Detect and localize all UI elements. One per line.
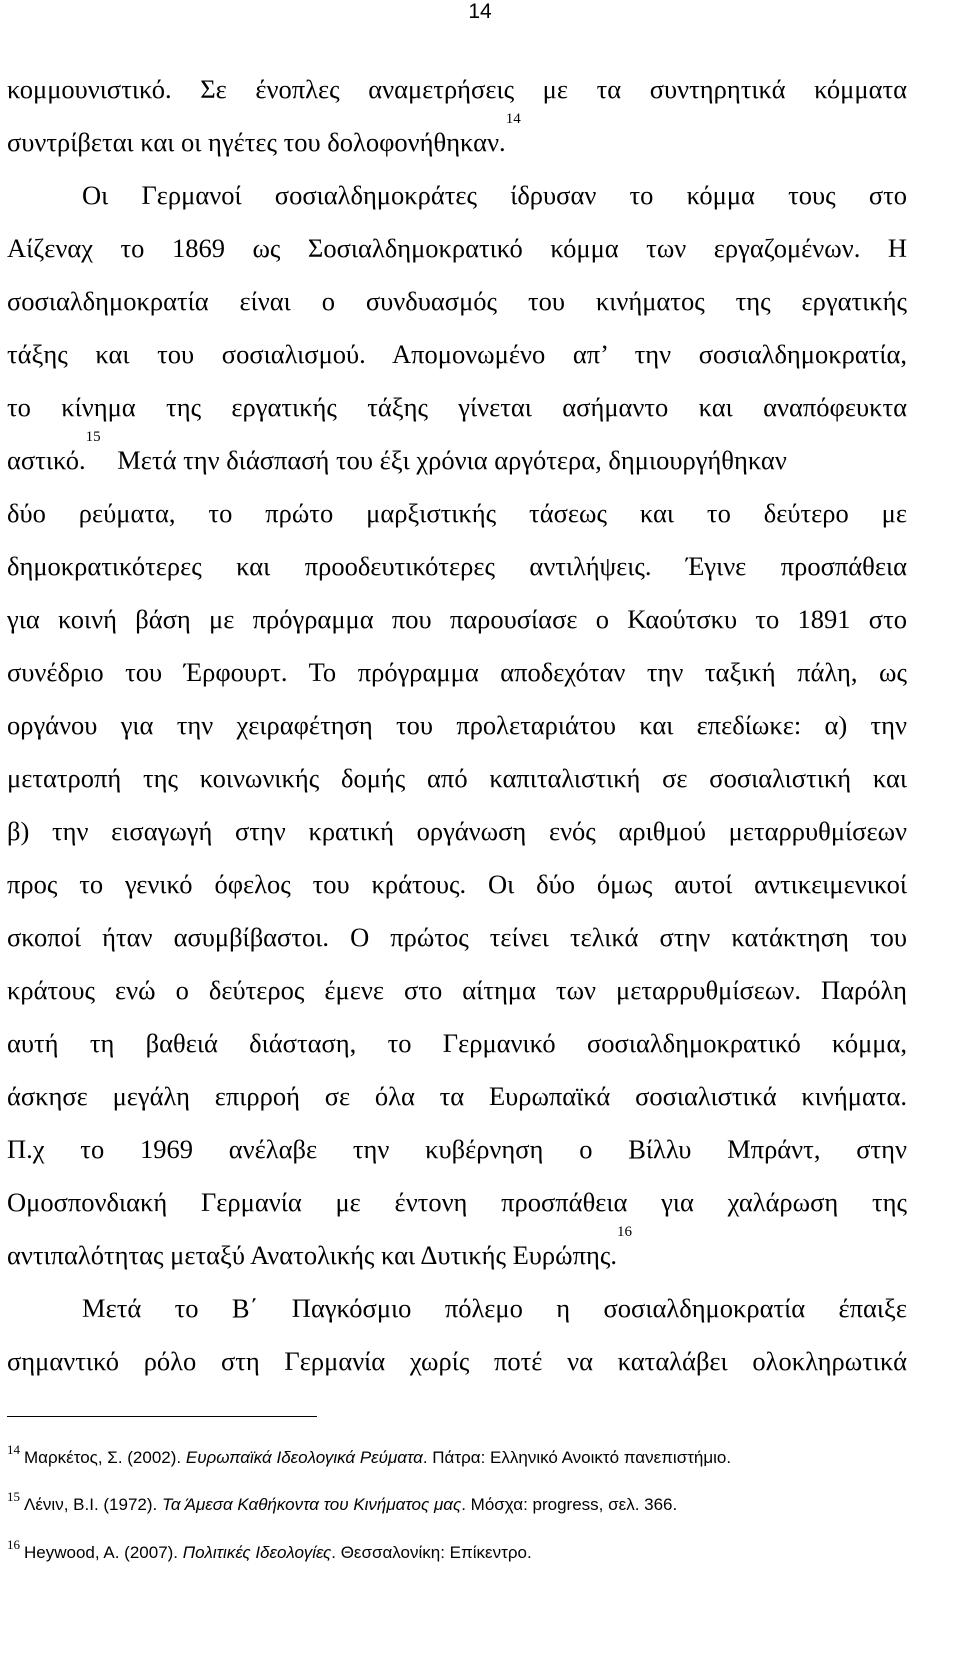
body-line: συνέδριο του Έρφουρτ. Το πρόγραμμα αποδεχόταν την ταξική πάλη, ως — [7, 657, 907, 687]
body-line: αστικό.$^{15}$ Μετά την διάσπασή του έξι χρόνια αργότερα, δημιουργήθηκαν — [7, 429, 787, 475]
footnote-ref: 15 — [85, 429, 101, 445]
footnote-ref: 16 — [616, 1224, 632, 1240]
body-line: Αίζεναχ το 1869 ως Σοσιαλδημοκρατικό κόμμα των εργαζομένων. Η — [7, 233, 907, 263]
body-line: Π.χ το 1969 ανέλαβε την κυβέρνηση ο Βίλλυ Μπράντ, στην — [7, 1134, 907, 1164]
footnote-separator — [7, 1416, 317, 1417]
footnote: $^{15}$ Λένιν, Β.Ι. (1972). Τα Άμεσα Καθήκοντα του Κινήματος μας. Μόσχα: progress, σελ. 366. — [7, 1489, 678, 1514]
body-line: σκοποί ήταν ασυμβίβαστοι. Ο πρώτος τείνει τελικά στην κατάκτηση του — [7, 922, 907, 952]
body-line: τάξης και του σοσιαλισμού. Απομονωμένο απ’ την σοσιαλδημοκρατία, — [7, 339, 907, 369]
body-line: προς το γενικό όφελος του κράτους. Οι δύο όμως αυτοί αντικειμενικοί — [7, 869, 907, 899]
body-line: άσκησε μεγάλη επιρροή σε όλα τα Ευρωπαϊκά σοσιαλιστικά κινήματα. — [7, 1081, 907, 1111]
body-line: β) την εισαγωγή στην κρατική οργάνωση ενός αριθμού μεταρρυθμίσεων — [7, 816, 907, 846]
body-line: αντιπαλότητας μεταξύ Ανατολικής και Δυτικής Ευρώπης.$^{16}$ — [7, 1224, 632, 1270]
body-line: δημοκρατικότερες και προοδευτικότερες αντιλήψεις. Έγινε προσπάθεια — [7, 551, 907, 581]
body-line: Μετά το Β΄ Παγκόσμιο πόλεμο η σοσιαλδημοκρατία έπαιξε — [82, 1293, 907, 1323]
footnote: $^{16}$ Heywood, A. (2007). Πολιτικές Ιδεολογίες. Θεσσαλονίκη: Επίκεντρο. — [7, 1537, 532, 1562]
body-line: συντρίβεται και οι ηγέτες του δολοφονήθηκαν.$^{14}$ — [7, 111, 521, 157]
page-number: 14 — [468, 0, 492, 23]
body-line: κράτους ενώ ο δεύτερος έμενε στο αίτημα των μεταρρυθμίσεων. Παρόλη — [7, 975, 907, 1005]
body-line: σοσιαλδημοκρατία είναι ο συνδυασμός του κινήματος της εργατικής — [7, 286, 907, 316]
body-line: μετατροπή της κοινωνικής δομής από καπιταλιστική σε σοσιαλιστική και — [7, 763, 907, 793]
footnote: $^{14}$ Μαρκέτος, Σ. (2002). Ευρωπαϊκά Ιδεολογικά Ρεύματα. Πάτρα: Ελληνικό Ανοικτό πανεπιστήμιο. — [7, 1442, 732, 1467]
body-line: σημαντικό ρόλο στη Γερμανία χωρίς ποτέ να καταλάβει ολοκληρωτικά — [7, 1346, 907, 1376]
body-line: Οι Γερμανοί σοσιαλδημοκράτες ίδρυσαν το κόμμα τους στο — [82, 180, 907, 210]
body-line: για κοινή βάση με πρόγραμμα που παρουσίασε ο Καούτσκυ το 1891 στο — [7, 604, 907, 634]
body-line: οργάνου για την χειραφέτηση του προλεταριάτου και επεδίωκε: α) την — [7, 710, 907, 740]
body-line: αυτή τη βαθειά διάσταση, το Γερμανικό σοσιαλδημοκρατικό κόμμα, — [7, 1028, 907, 1058]
body-line: κομμουνιστικό. Σε ένοπλες αναμετρήσεις με τα συντηρητικά κόμματα — [7, 74, 907, 104]
body-line: δύο ρεύματα, το πρώτο μαρξιστικής τάσεως και το δεύτερο με — [7, 498, 907, 528]
body-line: Ομοσπονδιακή Γερμανία με έντονη προσπάθεια για χαλάρωση της — [7, 1187, 907, 1217]
body-line: το κίνημα της εργατικής τάξης γίνεται ασήμαντο και αναπόφευκτα — [7, 392, 907, 422]
footnote-ref: 14 — [505, 111, 521, 127]
